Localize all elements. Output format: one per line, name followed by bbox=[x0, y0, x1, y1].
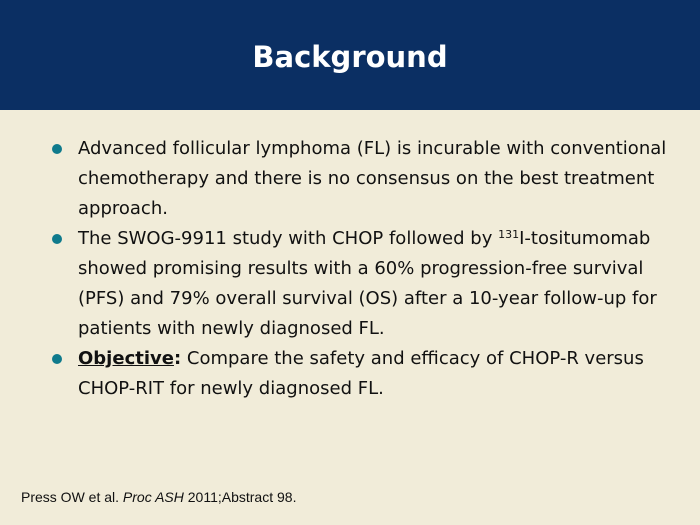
bullet-dot-icon bbox=[52, 234, 62, 244]
bullet-item bbox=[51, 224, 671, 344]
bullet-text: Compare the safety and efficacy of CHOP-R versus CHOP-RIT for newly diagnosed FL. bbox=[78, 348, 644, 399]
bullet-text: Advanced follicular lymphoma (FL) is incurable with conventional chemotherapy and there is no consensus on the best treatment approach. bbox=[78, 138, 667, 219]
slide-title: Background bbox=[252, 40, 448, 74]
objective-colon: : bbox=[173, 348, 182, 369]
citation-journal: Proc ASH bbox=[122, 489, 184, 505]
isotope-superscript: 131 bbox=[498, 228, 520, 241]
bullet-text-prefix: The SWOG-9911 study with CHOP followed by bbox=[78, 228, 499, 249]
citation bbox=[21, 489, 296, 505]
bullet-item bbox=[51, 134, 671, 224]
citation-authors: Press OW et al. bbox=[21, 489, 123, 505]
title-bar bbox=[0, 0, 700, 110]
bullet-text: I-tositumomab showed promising results with a 60% progression-free survival (PFS) and 79% overall survival (OS) after a 10-year follow-up for patients with newly diagnosed FL. bbox=[78, 228, 657, 339]
objective-label: Objective bbox=[78, 348, 174, 369]
bullet-dot-icon bbox=[52, 354, 62, 364]
bullet-item bbox=[51, 344, 671, 404]
bullet-list bbox=[51, 134, 671, 404]
citation-details: 2011;Abstract 98. bbox=[183, 489, 297, 505]
bullet-dot-icon bbox=[52, 144, 62, 154]
